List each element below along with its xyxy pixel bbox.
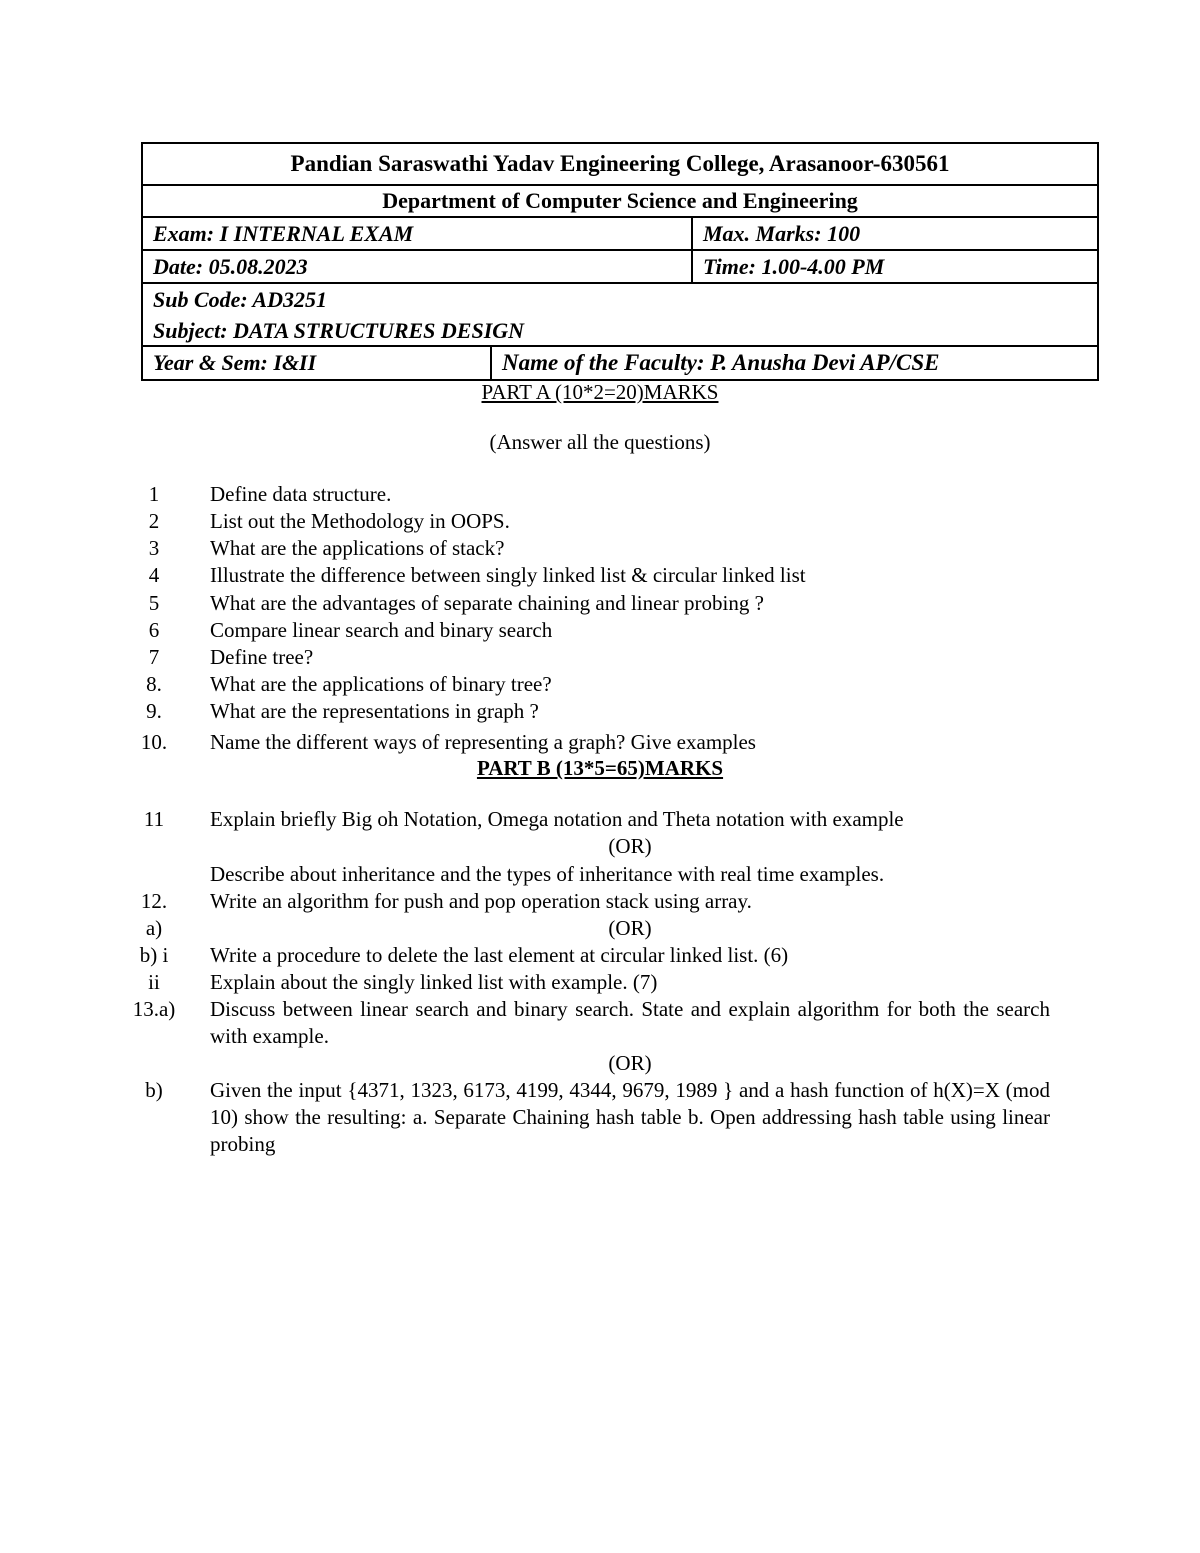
question-number: 9.: [146, 699, 162, 723]
or-separator: (OR): [608, 916, 652, 940]
question-text: Describe about inheritance and the types of inheritance with real time examples.: [210, 862, 885, 886]
question-text: Write a procedure to delete the last element at circular linked list. (6): [210, 943, 789, 967]
question-text: Write an algorithm for push and pop operation stack using array.: [210, 889, 752, 913]
question-3: [130, 535, 1050, 562]
question-7: [130, 644, 1050, 671]
question-text: What are the applications of stack?: [210, 536, 505, 560]
question-number: 2: [148, 509, 160, 533]
question-text: What are the representations in graph ?: [210, 699, 539, 723]
question-11: [130, 806, 1050, 833]
question-12b-i: [130, 942, 1050, 969]
exam-row: [143, 218, 1097, 251]
question-number: [130, 861, 178, 888]
question-text: What are the advantages of separate chaining and linear probing ?: [210, 591, 764, 615]
subject-name: Subject: DATA STRUCTURES DESIGN: [153, 317, 525, 343]
part-a-instruction: (Answer all the questions): [489, 430, 711, 454]
question-number: 3: [148, 536, 160, 560]
question-number: a): [145, 916, 163, 940]
question-2: [130, 508, 1050, 535]
question-text: Name the different ways of representing a graph? Give examples: [210, 730, 756, 754]
question-text: Discuss between linear search and binary search. State and explain algorithm for both the search with example.: [210, 997, 1050, 1048]
question-number: ii: [148, 970, 160, 994]
question-5: [130, 590, 1050, 617]
question-8: [130, 671, 1050, 698]
question-number: 10.: [140, 730, 168, 754]
faculty-name: Name of the Faculty: P. Anusha Devi AP/CSE: [502, 350, 940, 375]
exam-time: Time: 1.00-4.00 PM: [703, 253, 885, 279]
question-text: Define tree?: [210, 645, 314, 669]
question-number: 12.: [140, 889, 168, 913]
question-number: b) i: [139, 943, 169, 967]
year-row: [143, 347, 1097, 379]
or-separator: (OR): [608, 1051, 652, 1075]
question-text: Given the input {4371, 1323, 6173, 4199, 4344, 9679, 1989 } and a hash function of h(X)=X (mod 10) show the resulting: a. Separate Chaining hash table b. Open addressing hash table using linear probing: [210, 1078, 1050, 1156]
year-sem: Year & Sem: I&II: [143, 347, 492, 379]
question-12b-ii: [130, 969, 1050, 996]
question-text: Explain about the singly linked list with example. (7): [210, 970, 658, 994]
question-13b: [130, 1077, 1050, 1158]
college-name: Pandian Saraswathi Yadav Engineering College, Arasanoor-630561: [290, 151, 950, 176]
question-number: 1: [148, 482, 160, 506]
question-number: 13.a): [132, 997, 176, 1021]
department-row: [143, 186, 1097, 218]
question-text: Illustrate the difference between singly linked list & circular linked list: [210, 563, 806, 587]
department-name: Department of Computer Science and Engineering: [382, 188, 858, 213]
question-text: What are the applications of binary tree?: [210, 672, 552, 696]
question-13a: [130, 996, 1050, 1050]
part-b-title: PART B (13*5=65)MARKS: [476, 756, 724, 780]
question-9: [130, 698, 1050, 725]
question-10: [130, 729, 1050, 756]
exam-date: Date: 05.08.2023: [143, 251, 693, 282]
question-text: Compare linear search and binary search: [210, 618, 553, 642]
date-row: [143, 251, 1097, 284]
question-number: 6: [148, 618, 160, 642]
question-12: [130, 888, 1050, 915]
subject-code: Sub Code: AD3251: [153, 286, 327, 312]
question-text: Define data structure.: [210, 482, 392, 506]
subject-row: [143, 284, 1097, 347]
question-number: 4: [148, 563, 160, 587]
question-number: 11: [143, 807, 165, 831]
question-text: Explain briefly Big oh Notation, Omega notation and Theta notation with example: [210, 807, 904, 831]
part-a-title: PART A (10*2=20)MARKS: [481, 380, 719, 404]
question-11-alt: [130, 861, 1050, 888]
question-text: List out the Methodology in OOPS.: [210, 509, 510, 533]
or-separator: (OR): [608, 834, 652, 858]
question-1: [130, 481, 1050, 508]
question-4: [130, 562, 1050, 589]
question-number: b): [145, 1078, 163, 1102]
question-6: [130, 617, 1050, 644]
exam-name: Exam: I INTERNAL EXAM: [143, 218, 693, 249]
college-row: [143, 144, 1097, 186]
question-number: 8.: [146, 672, 162, 696]
exam-header-table: [141, 142, 1099, 381]
question-number: 5: [148, 591, 160, 615]
max-marks: Max. Marks: 100: [703, 220, 861, 246]
question-number: 7: [148, 645, 160, 669]
